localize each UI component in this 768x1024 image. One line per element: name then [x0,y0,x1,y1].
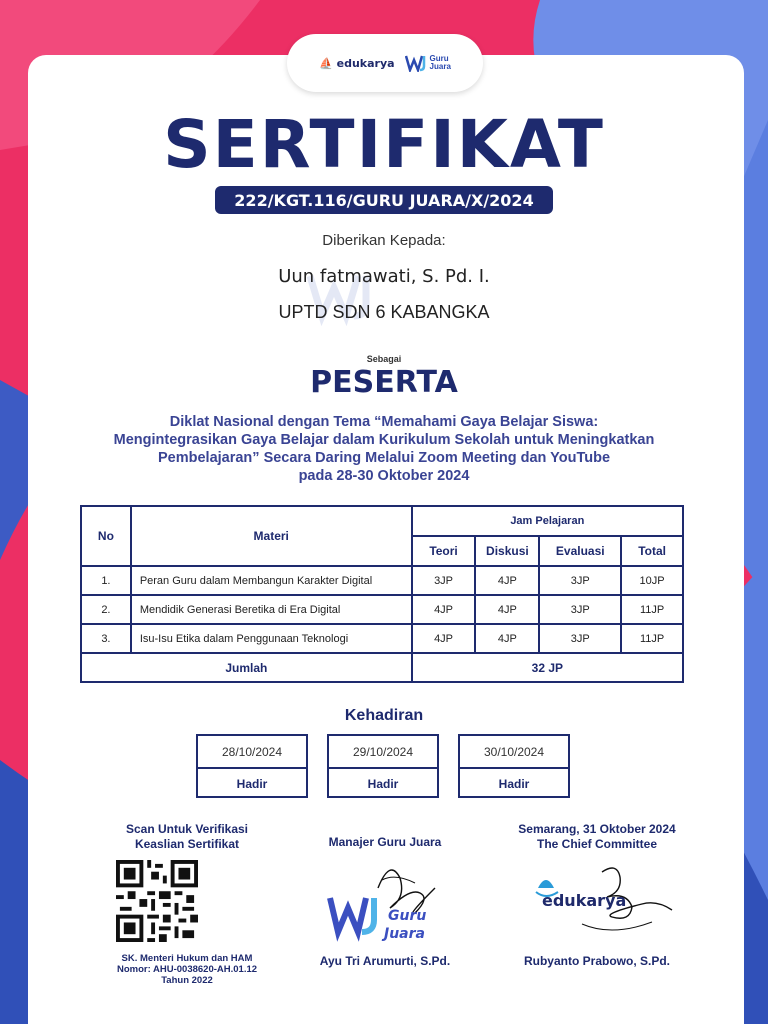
attendance-day-3 [458,734,570,798]
row-teori: 3JP [412,566,476,595]
stamp-juara-text: Juara [384,926,425,942]
header-logos [287,34,483,92]
stamp-guru-text: Guru [388,908,427,924]
row-no: 3. [81,624,131,653]
scan-label-line2: Keaslian Sertifikat [134,837,240,851]
description-line: pada 28-30 Oktober 2024 [298,468,470,484]
row-materi: Peran Guru dalam Membangun Karakter Digital [131,566,412,595]
attendance-day-2 [327,734,439,798]
place-date: Semarang, 31 Oktober 2024 [518,822,676,836]
edukarya-stamp-icon [532,862,682,942]
row-teori: 4JP [412,624,476,653]
row-total: 10JP [621,566,683,595]
attendance-status: Hadir [498,776,530,791]
materials-table [80,505,684,683]
description-line: Mengintegrasikan Gaya Belajar dalam Kurikulum Sekolah untuk Meningkatkan [113,432,655,448]
guru-text: Guru [429,54,449,63]
certificate-number: 222/KGT.116/GURU JUARA/X/2024 [215,186,553,214]
table-row [81,566,683,595]
juara-text: Juara [429,62,451,71]
row-materi: Mendidik Generasi Beretika di Era Digital [131,595,412,624]
col-no-header: No [81,506,131,566]
recipient-name: Uun fatmawati, S. Pd. I. [278,266,490,287]
col-teori-header: Teori [412,536,476,566]
certificate-title: SERTIFIKAT [163,106,605,183]
sk-line1: SK. Menteri Hukum dan HAM [121,953,253,964]
verification-column [92,822,282,852]
attendance-status: Hadir [367,776,399,791]
row-no: 2. [81,595,131,624]
event-description [60,413,708,485]
guru-juara-logo [405,54,451,72]
chief-signature-stamp [532,862,682,942]
col-total-header: Total [621,536,683,566]
manager-name: Ayu Tri Arumurti, S.Pd. [319,954,451,968]
attendance-status: Hadir [236,776,268,791]
edukarya-text: edukarya [336,56,395,70]
attendance-date: 30/10/2024 [460,736,568,769]
total-row [81,653,683,682]
stamp-edukarya-text: edukarya [542,891,627,910]
jumlah-value: 32 JP [412,653,683,682]
row-evaluasi: 3JP [539,566,621,595]
row-total: 11JP [621,595,683,624]
verification-qr-code[interactable] [116,860,198,942]
scan-label-line1: Scan Untuk Verifikasi [125,822,249,836]
participant-role: PESERTA [310,365,458,400]
description-line: Pembelajaran” Secara Daring Melalui Zoom Meeting dan YouTube [157,450,611,466]
as-label: Sebagai [366,354,402,364]
guru-juara-mark-icon [405,54,427,72]
row-diskusi: 4JP [475,595,539,624]
row-no: 1. [81,566,131,595]
attendance-date: 29/10/2024 [329,736,437,769]
sk-info [92,953,282,986]
manager-title: Manajer Guru Juara [328,835,442,849]
attendance-title: Kehadiran [344,707,424,724]
row-evaluasi: 3JP [539,624,621,653]
chief-title: The Chief Committee [536,837,657,851]
sk-line3: Tahun 2022 [161,975,213,986]
row-total: 11JP [621,624,683,653]
chief-name: Rubyanto Prabowo, S.Pd. [523,954,670,968]
table-row [81,624,683,653]
guru-juara-stamp-icon [320,858,450,946]
chief-header [490,822,704,852]
row-diskusi: 4JP [475,566,539,595]
manager-signature-stamp [320,858,450,946]
col-diskusi-header: Diskusi [475,536,539,566]
col-materi-header: Materi [131,506,412,566]
row-materi: Isu-Isu Etika dalam Penggunaan Teknologi [131,624,412,653]
table-row [81,595,683,624]
row-evaluasi: 3JP [539,595,621,624]
attendance-date: 28/10/2024 [198,736,306,769]
edukarya-mark-icon: ⛵ [319,56,333,70]
given-to-label: Diberikan Kepada: [322,232,446,249]
sk-line2: Nomor: AHU-0038620-AH.01.12 [116,964,258,975]
description-line: Diklat Nasional dengan Tema “Memahami Gaya Belajar Siswa: [169,414,599,430]
row-diskusi: 4JP [475,624,539,653]
recipient-school: UPTD SDN 6 KABANGKA [278,302,490,322]
col-evaluasi-header: Evaluasi [539,536,621,566]
edukarya-logo [319,57,394,70]
attendance-day-1 [196,734,308,798]
jumlah-label: Jumlah [81,653,412,682]
row-teori: 4JP [412,595,476,624]
col-jam-header: Jam Pelajaran [412,506,683,536]
